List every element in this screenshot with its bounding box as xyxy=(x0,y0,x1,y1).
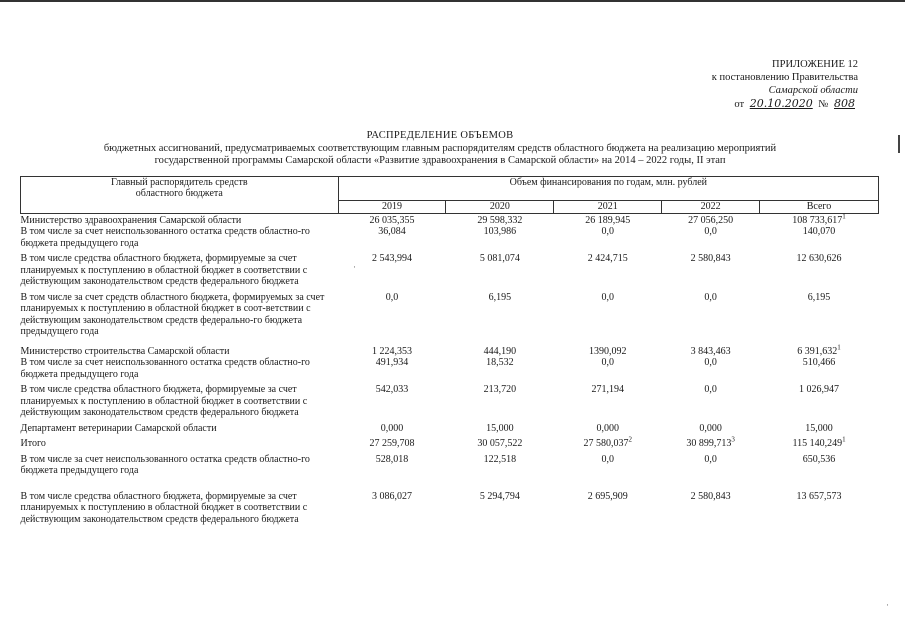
table-row xyxy=(21,380,879,419)
cell-value: 1 026,947 xyxy=(799,384,840,395)
row-total-cell xyxy=(760,338,879,358)
row-value-cell xyxy=(662,338,760,358)
cell-value: 0,0 xyxy=(601,291,614,303)
budget-table xyxy=(20,176,879,525)
row-value-cell xyxy=(554,226,662,249)
handwritten-date: 20.10.2020 xyxy=(749,97,813,110)
table-row xyxy=(21,226,879,249)
cell-value: 2 580,843 xyxy=(690,253,731,264)
row-value-cell xyxy=(338,450,446,477)
cell-value: 0,000 xyxy=(596,422,619,434)
document-subtitle-line1: бюджетных ассигнований, предусматриваемых соответствующим главным распорядителям средств областного бюджета на реализацию мероприятий xyxy=(103,142,777,154)
cell-value: 0,0 xyxy=(704,384,717,395)
row-value-cell xyxy=(338,434,446,450)
row-value-cell xyxy=(662,357,760,380)
row-total-cell xyxy=(760,226,879,249)
row-value-cell xyxy=(338,226,446,249)
document-title: РАСПРЕДЕЛЕНИЕ ОБЪЕМОВ xyxy=(366,130,514,141)
row-value-cell xyxy=(446,338,554,358)
appendix-line1: к постановлению Правительства xyxy=(711,72,858,83)
table-header-row xyxy=(21,177,879,201)
cell-value: 0,0 xyxy=(704,453,717,465)
page-edge-mark xyxy=(898,135,900,153)
row-value-cell xyxy=(662,380,760,419)
row-value-cell xyxy=(662,226,760,249)
footnote-marker: 1 xyxy=(842,212,846,221)
row-value-cell xyxy=(446,477,554,526)
cell-value: 3 086,027 xyxy=(372,490,413,502)
row-value-cell xyxy=(554,288,662,338)
cell-value: 122,518 xyxy=(483,453,517,465)
row-value-cell xyxy=(446,213,554,226)
row-label: В том числе средства областного бюджета, формируемые за счет планируемых к поступлению в областной бюджет в соответствии с действующим законодательством средств федерального бюджета xyxy=(20,384,308,418)
cell-value: 13 657,573 xyxy=(796,490,842,502)
row-value-cell xyxy=(554,338,662,358)
cell-value: 271,194 xyxy=(591,384,624,395)
top-border-line xyxy=(0,0,905,2)
row-value-cell xyxy=(662,213,760,226)
row-value-cell xyxy=(338,288,446,338)
footnote-marker: 2 xyxy=(628,435,632,444)
cell-value: 12 630,626 xyxy=(796,253,842,264)
cell-value: 0,0 xyxy=(704,291,717,303)
cell-value: 26 189,945 xyxy=(585,214,631,226)
table-row xyxy=(21,338,879,358)
cell-value: 1390,092 xyxy=(589,345,627,357)
handwritten-number: 808 xyxy=(834,97,855,110)
appendix-title: ПРИЛОЖЕНИЕ 12 xyxy=(772,59,858,70)
row-value-cell xyxy=(446,419,554,435)
row-total-cell xyxy=(760,213,879,226)
cell-value: 15,000 xyxy=(486,422,514,434)
header-year: 2021 xyxy=(554,201,662,214)
cell-value: 6,195 xyxy=(488,291,512,303)
row-total-cell xyxy=(760,419,879,435)
cell-value: 1 224,353 xyxy=(372,345,413,357)
row-value-cell xyxy=(554,450,662,477)
footnote-marker: 3 xyxy=(731,435,735,444)
header-year: 2020 xyxy=(446,201,554,214)
header-funding-group: Объем финансирования по годам, млн. рублей xyxy=(338,177,878,201)
row-total-cell xyxy=(760,434,879,450)
row-label: Министерство строительства Самарской области xyxy=(20,345,230,357)
header-distributor-line2: областного бюджета xyxy=(135,188,223,199)
row-value-cell xyxy=(554,477,662,526)
cell-value: 5 294,794 xyxy=(479,490,520,502)
cell-value: 0,000 xyxy=(699,422,722,434)
row-label: В том числе за счет неиспользованного остатка средств областно-го бюджета предыдущего года xyxy=(20,453,310,476)
table-row xyxy=(21,434,879,450)
row-value-cell xyxy=(554,357,662,380)
date-prefix: от xyxy=(734,99,745,110)
row-value-cell xyxy=(662,249,760,288)
appendix-line2: Самарской области xyxy=(768,85,858,96)
table-row xyxy=(21,357,879,380)
row-label: В том числе за счет средств областного бюджета, формируемых за счет планируемых к поступлению в областной бюджет в соот-ветствии с действующим законодательством средств федерально-го бюджета предыдущего года xyxy=(20,291,325,337)
table-row xyxy=(21,213,879,226)
footnote-marker: 1 xyxy=(837,343,841,352)
row-label: Министерство здравоохранения Самарской области xyxy=(20,214,242,226)
row-label: Департамент ветеринарии Самарской области xyxy=(20,422,217,434)
table-row xyxy=(21,450,879,477)
cell-value: 27 580,037 xyxy=(583,438,629,449)
cell-value: 27 259,708 xyxy=(369,438,415,449)
row-label: В том числе средства областного бюджета, формируемые за счет планируемых к поступлению в областной бюджет в соответствии с действующим законодательством средств федерального бюджета xyxy=(20,253,308,287)
row-value-cell xyxy=(446,450,554,477)
row-value-cell xyxy=(446,357,554,380)
row-value-cell xyxy=(662,477,760,526)
cell-value: 444,190 xyxy=(483,345,517,357)
cell-value: 0,0 xyxy=(601,226,614,237)
row-value-cell xyxy=(662,450,760,477)
row-value-cell xyxy=(554,380,662,419)
footnote-marker: 1 xyxy=(842,435,846,444)
row-value-cell xyxy=(446,226,554,249)
row-value-cell xyxy=(338,213,446,226)
cell-value: 2 695,909 xyxy=(587,490,628,502)
cell-value: 2 424,715 xyxy=(587,253,628,264)
cell-value: 26 035,355 xyxy=(369,214,415,226)
table-row xyxy=(21,249,879,288)
cell-value: 3 843,463 xyxy=(690,345,731,357)
row-total-cell xyxy=(760,249,879,288)
row-value-cell xyxy=(554,434,662,450)
row-value-cell xyxy=(554,213,662,226)
table-row xyxy=(21,288,879,338)
row-total-cell xyxy=(760,477,879,526)
cell-value: 6 391,632 xyxy=(797,345,838,357)
cell-value: 542,033 xyxy=(375,384,409,395)
cell-value: 0,0 xyxy=(385,291,399,303)
table-row xyxy=(21,477,879,526)
cell-value: 103,986 xyxy=(483,226,517,237)
row-value-cell xyxy=(338,357,446,380)
row-value-cell xyxy=(446,288,554,338)
document-subtitle-line2: государственной программы Самарской области «Развитие здравоохранения в Самарской области» на 2014 – 2022 годы, II этап xyxy=(154,155,726,166)
cell-value: 0,0 xyxy=(704,226,717,237)
row-total-cell xyxy=(760,357,879,380)
row-value-cell xyxy=(338,419,446,435)
header-total: Всего xyxy=(760,201,879,214)
cell-value: 0,0 xyxy=(601,357,614,368)
row-label: В том числе за счет неиспользованного остатка средств областно-го бюджета предыдущего года xyxy=(20,357,310,380)
cell-value: 30 057,522 xyxy=(477,438,523,449)
header-year: 2022 xyxy=(662,201,760,214)
row-total-cell xyxy=(760,450,879,477)
cell-value: 36,084 xyxy=(378,226,406,237)
appendix-date-line xyxy=(734,97,858,111)
cell-value: 0,0 xyxy=(601,453,614,465)
cell-value: 2 543,994 xyxy=(372,253,413,264)
row-value-cell xyxy=(446,380,554,419)
document-title-block xyxy=(60,130,820,168)
row-value-cell xyxy=(446,434,554,450)
cell-value: 30 899,713 xyxy=(686,438,732,449)
cell-value: 5 081,074 xyxy=(479,253,520,264)
cell-value: 528,018 xyxy=(375,453,409,465)
table-year-row xyxy=(21,201,879,214)
cell-value: 18,532 xyxy=(486,357,514,368)
cell-value: 6,195 xyxy=(807,291,831,303)
row-value-cell xyxy=(554,419,662,435)
row-value-cell xyxy=(662,288,760,338)
cell-value: 0,000 xyxy=(380,422,404,434)
cell-value: 115 140,249 xyxy=(792,438,843,449)
header-blank-cell xyxy=(21,201,339,214)
row-label: В том числе за счет неиспользованного остатка средств областно-го бюджета предыдущего года xyxy=(20,226,310,249)
row-value-cell xyxy=(338,338,446,358)
cell-value: 29 598,332 xyxy=(477,214,523,226)
appendix-block xyxy=(712,58,858,111)
row-value-cell xyxy=(662,419,760,435)
cell-value: 15,000 xyxy=(805,422,833,434)
cell-value: 108 733,617 xyxy=(792,214,843,226)
cell-value: 213,720 xyxy=(483,384,517,395)
row-value-cell xyxy=(446,249,554,288)
number-sign: № xyxy=(818,99,829,110)
cell-value: 2 580,843 xyxy=(690,490,731,502)
row-label: В том числе средства областного бюджета, формируемые за счет планируемых к поступлению в областной бюджет в соответствии с действующим законодательством средств федерального бюджета xyxy=(20,490,308,525)
row-value-cell xyxy=(554,249,662,288)
row-value-cell xyxy=(338,477,446,526)
table-row xyxy=(21,419,879,435)
cell-value: 140,070 xyxy=(802,226,836,237)
header-year: 2019 xyxy=(338,201,446,214)
cell-value: 650,536 xyxy=(802,453,836,465)
header-distributor xyxy=(21,177,339,201)
cell-value: 491,934 xyxy=(375,357,409,368)
scan-speck: · xyxy=(886,600,889,610)
cell-value: 0,0 xyxy=(704,357,717,368)
row-value-cell xyxy=(662,434,760,450)
cell-value: 510,466 xyxy=(802,357,836,368)
row-value-cell xyxy=(338,380,446,419)
row-total-cell xyxy=(760,288,879,338)
cell-value: 27 056,250 xyxy=(688,214,734,226)
scan-speck: · xyxy=(353,262,356,272)
header-distributor-line1: Главный распорядитель средств xyxy=(111,177,248,188)
row-label: Итого xyxy=(20,438,46,449)
row-total-cell xyxy=(760,380,879,419)
